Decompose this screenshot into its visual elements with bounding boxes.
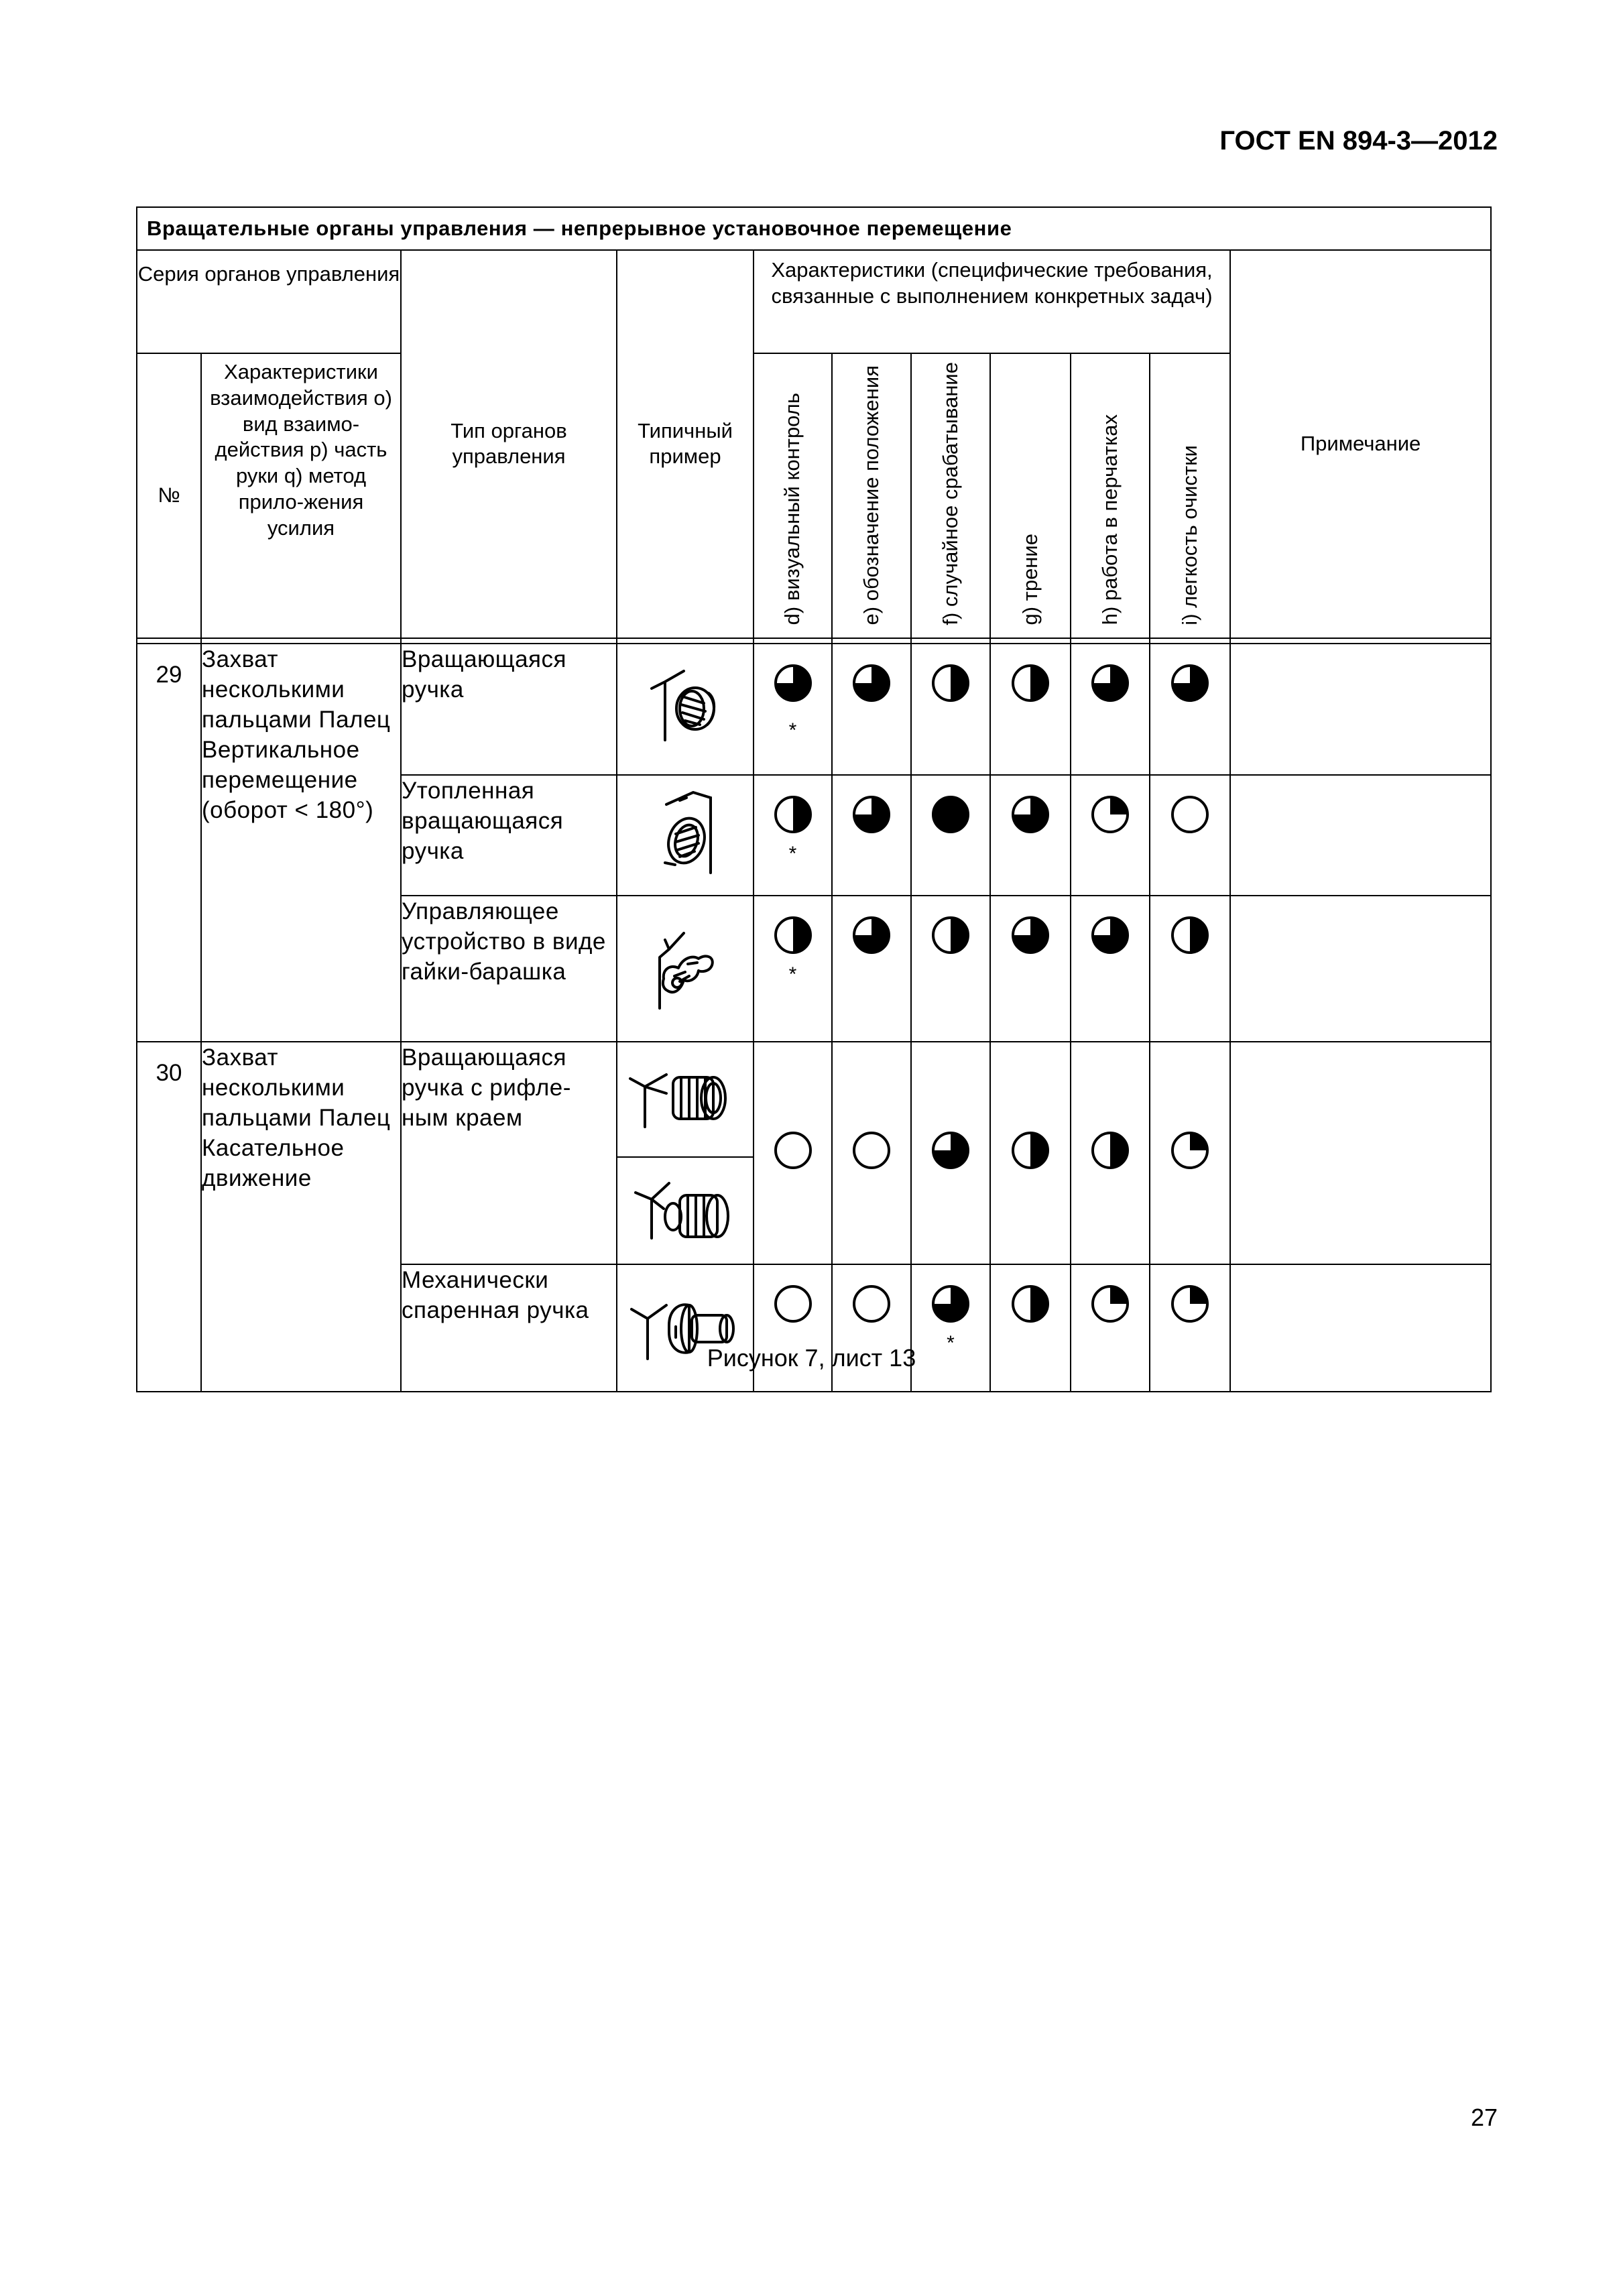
note-cell bbox=[1230, 775, 1491, 896]
rating-circle-icon bbox=[1170, 1130, 1210, 1170]
rating-e bbox=[832, 1264, 911, 1392]
rating-circle-icon bbox=[1090, 915, 1130, 955]
col-i-label: i) легкость очистки bbox=[1177, 444, 1201, 625]
rating-e bbox=[832, 775, 911, 896]
note-cell bbox=[1230, 1042, 1491, 1264]
rating-circle-icon bbox=[1010, 1284, 1050, 1324]
rating-circle-icon bbox=[1170, 1284, 1210, 1324]
col-e-header bbox=[832, 353, 911, 638]
type-header: Тип органов управления bbox=[401, 250, 617, 638]
rating-circle-icon bbox=[851, 915, 892, 955]
col-e-label: e) обозначение положения bbox=[859, 365, 883, 625]
rating-d bbox=[754, 1042, 832, 1264]
asterisk-note: * bbox=[788, 719, 797, 741]
rating-e bbox=[832, 896, 911, 1042]
rating-circle-icon bbox=[773, 794, 813, 835]
row-number: 30 bbox=[137, 1042, 201, 1392]
rating-f bbox=[911, 775, 990, 896]
rating-i bbox=[1150, 644, 1230, 775]
asterisk-note: * bbox=[947, 1331, 955, 1354]
rating-circle-icon bbox=[1170, 915, 1210, 955]
controls-table bbox=[136, 206, 1492, 1392]
knurled-knob-icon bbox=[617, 1042, 754, 1157]
rating-d bbox=[754, 775, 832, 896]
rating-circle-icon bbox=[1090, 1284, 1130, 1324]
col-g-label: g) трение bbox=[1018, 534, 1042, 625]
example-header: Типичный пример bbox=[617, 250, 754, 638]
rating-circle-icon bbox=[773, 915, 813, 955]
rating-circle-icon bbox=[851, 663, 892, 703]
col-g-header bbox=[990, 353, 1071, 638]
asterisk-note: * bbox=[788, 842, 797, 865]
rating-circle-icon bbox=[773, 663, 813, 703]
rating-circle-icon bbox=[930, 663, 971, 703]
col-h-label: h) работа в перчатках bbox=[1097, 414, 1122, 625]
rating-circle-icon bbox=[1090, 663, 1130, 703]
rating-circle-icon bbox=[773, 1130, 813, 1170]
rating-circle-icon bbox=[1170, 794, 1210, 835]
rating-circle-icon bbox=[930, 1130, 971, 1170]
asterisk-note: * bbox=[788, 963, 797, 985]
document-code: ГОСТ EN 894-3—2012 bbox=[1219, 126, 1498, 156]
table-row bbox=[137, 1042, 1491, 1157]
rating-d bbox=[754, 896, 832, 1042]
rating-e bbox=[832, 644, 911, 775]
note-header: Примечание bbox=[1230, 250, 1491, 638]
rating-i bbox=[1150, 1264, 1230, 1392]
table-row bbox=[137, 644, 1491, 775]
rating-g bbox=[990, 896, 1071, 1042]
characteristics-header: Характеристики (специфические требования, связанные с выполнением конкретных задач) bbox=[754, 250, 1230, 353]
col-d-header bbox=[754, 353, 832, 638]
series-header: Серия органов управления bbox=[137, 250, 401, 353]
rating-circle-icon bbox=[1090, 794, 1130, 835]
note-cell bbox=[1230, 644, 1491, 775]
note-cell bbox=[1230, 1264, 1491, 1392]
rating-g bbox=[990, 1264, 1071, 1392]
rating-f bbox=[911, 1264, 990, 1392]
rating-h bbox=[1071, 1042, 1150, 1264]
rating-circle-icon bbox=[1010, 663, 1050, 703]
col-h-header bbox=[1071, 353, 1150, 638]
recessed-knob-icon bbox=[617, 775, 754, 896]
knurled-knob-alt-icon bbox=[617, 1157, 754, 1264]
rating-h bbox=[1071, 896, 1150, 1042]
rotary-knob-icon bbox=[617, 644, 754, 775]
rating-circle-icon bbox=[1090, 1130, 1130, 1170]
rating-circle-icon bbox=[930, 1284, 971, 1324]
rating-h bbox=[1071, 775, 1150, 896]
rating-circle-icon bbox=[1170, 663, 1210, 703]
wing-nut-icon bbox=[617, 896, 754, 1042]
rating-d bbox=[754, 644, 832, 775]
rating-f bbox=[911, 896, 990, 1042]
row-number: 29 bbox=[137, 644, 201, 1042]
rating-i bbox=[1150, 1042, 1230, 1264]
rating-f bbox=[911, 644, 990, 775]
rating-d bbox=[754, 1264, 832, 1392]
table-title: Вращательные органы управления — непрерывное установочное перемещение bbox=[137, 207, 1491, 250]
rating-h bbox=[1071, 644, 1150, 775]
control-type: Вращающаяся ручка bbox=[401, 644, 617, 775]
rating-f bbox=[911, 1042, 990, 1264]
interaction-text: Захват несколькими пальцами Палец Касательное движение bbox=[201, 1042, 401, 1392]
rating-g bbox=[990, 1042, 1071, 1264]
rating-circle-icon bbox=[1010, 915, 1050, 955]
rating-g bbox=[990, 644, 1071, 775]
col-f-label: f) случайное срабатывание bbox=[938, 362, 962, 625]
interaction-text: Захват несколькими пальцами Палец Вертикальное перемещение (оборот < 180°) bbox=[201, 644, 401, 1042]
interaction-header: Характеристики взаимодействия o) вид взаимо-действия p) часть руки q) метод прило-жения усилия bbox=[201, 353, 401, 638]
rating-circle-icon bbox=[851, 794, 892, 835]
rating-circle-icon bbox=[930, 794, 971, 835]
rating-circle-icon bbox=[1010, 794, 1050, 835]
control-type: Механически спаренная ручка bbox=[401, 1264, 617, 1392]
coupled-knob-icon bbox=[617, 1264, 754, 1392]
rating-circle-icon bbox=[851, 1284, 892, 1324]
rating-e bbox=[832, 1042, 911, 1264]
note-cell bbox=[1230, 896, 1491, 1042]
rating-i bbox=[1150, 896, 1230, 1042]
control-type: Вращающаяся ручка с рифле-ным краем bbox=[401, 1042, 617, 1264]
col-i-header bbox=[1150, 353, 1230, 638]
rating-g bbox=[990, 775, 1071, 896]
page-number: 27 bbox=[1470, 2104, 1498, 2131]
figure-caption: Рисунок 7, лист 13 bbox=[707, 1344, 916, 1372]
rating-circle-icon bbox=[851, 1130, 892, 1170]
col-d-label: d) визуальный контроль bbox=[780, 393, 804, 625]
no-header: № bbox=[137, 353, 201, 638]
control-type: Утопленная вращающаяся ручка bbox=[401, 775, 617, 896]
rating-i bbox=[1150, 775, 1230, 896]
col-f-header bbox=[911, 353, 990, 638]
control-type: Управляющее устройство в виде гайки-барашка bbox=[401, 896, 617, 1042]
rating-circle-icon bbox=[1010, 1130, 1050, 1170]
rating-circle-icon bbox=[930, 915, 971, 955]
rating-h bbox=[1071, 1264, 1150, 1392]
rating-circle-icon bbox=[773, 1284, 813, 1324]
